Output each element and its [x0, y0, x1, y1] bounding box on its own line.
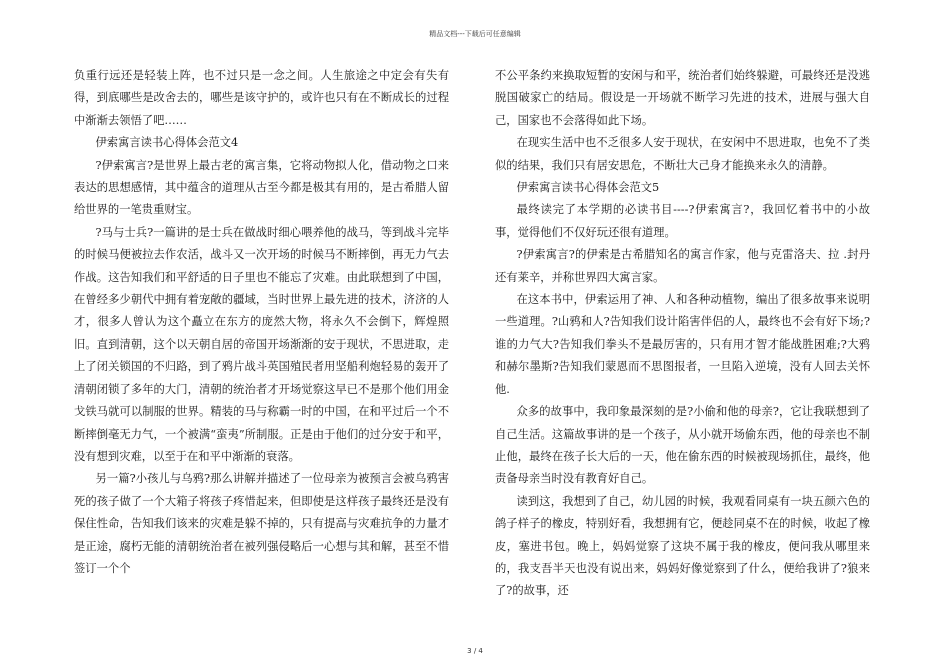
section-heading: 伊索寓言读书心得体会范文4: [95, 136, 239, 150]
paragraph: 最终读完了本学期的必读书目----?伊索寓言?，我回忆着书中的小故事，觉得他们不仅好玩还很有道理。: [495, 203, 870, 239]
paragraph: 读到这，我想到了自己，幼儿园的时候，我观看同桌有一块五颜六色的鸽子样子的橡皮，特别好看，我想拥有它，便趁同桌不在的时候，收起了橡皮，塞进书包。晚上，妈妈觉察了这块不属于我的橡皮，便问我从哪里来的，我支吾半天也没有说出来，妈妈好像觉察到了什么，便给我讲了?狼来了?的故事，还: [495, 494, 870, 598]
paragraph: 负重行远还是轻装上阵，也不过只是一念之间。人生旅途之中定会有失有得，到底哪些是改舍去的，哪些是该守护的，或许也只有在不断成长的过程中渐渐去领悟了吧……: [74, 69, 449, 127]
right-column: [495, 65, 870, 603]
paragraph: 另一篇?小孩儿与乌鸦?那么讲解并描述了一位母亲为被预言会被乌鸦害死的孩子做了一个大箱子将孩子疼惜起来，但即使是这样孩子最终还是没有保住性命，告知我们该来的灾难是躲不掉的，只有提高与灾难抗争的力量才是正途，腐朽无能的清朝统治者在被列强侵略后一心想与其和解，甚至不惜签订一个个: [74, 472, 449, 575]
paragraph: ?伊索寓言?的伊索是古希腊知名的寓言作家，他与克雷洛夫、拉 .封丹还有莱辛，并称世界四大寓言家。: [495, 248, 870, 284]
section-heading: 伊索寓言读书心得体会范文5: [516, 181, 660, 195]
page-number: 3 / 4: [467, 647, 483, 655]
paragraph: 不公平条约来换取短暂的安闲与和平，统治者们始终躲避，可最终还是没逃脱国破家亡的结局。假设是一开场就不断学习先进的技术，进展与强大自己，国家也不会落得如此下场。: [495, 69, 870, 127]
paragraph: ?马与士兵?一篇讲的是士兵在做战时细心喂养他的战马，等到战斗完毕的时候马便被拉去作农活，战斗又一次开场的时候马不断摔倒，再无力气去作战。这告知我们和平舒适的日子里也不能忘了灾难。由此联想到了中国，在曾经多少朝代中拥有着宠敞的疆域，当时世界上最先进的技术，济济的人才，很多人曾认为这个矗立在东方的庞然大物，将永久不会倒下，辉煌照旧。直到清朝，这个以天朝自居的帝国开场渐渐的安于现状，不思进取，走上了闭关锁国的不归路，到了鸦片战斗英国殖民者用坚船利炮轻易的轰开了清朝闭锁了多年的大门，清朝的统治者才开场觉察这早已不是那个他们用金戈铁马就可以制服的世界。精装的马与称霸一时的中国，在和平过后一个不断摔倒毫无力气，一个被满“蛮夷”所制服。正是由于他们的过分安于和平，没有想到灾难，以至于在和平中渐渐的衰落。: [74, 225, 449, 463]
paragraph: 众多的故事中，我印象最深刻的是?小偷和他的母亲?，它让我联想到了自己生活。这篇故事讲的是一个孩子，从小就开场偷东西，他的母亲也不制止他，最终在孩子长大后的一天，他在偷东西的时候被现场抓住，最终，他责备母亲当时没有教育好自己。: [495, 405, 870, 486]
paragraph: 在这本书中，伊索运用了神、人和各种动植物，编出了很多故事来说明一些道理。?山鸦和人?告知我们设计陷害伴侣的人，最终也不会有好下场;?谁的力气大?告知我们拳头不是最厉害的，只有用才智才能战胜困难;?大鸦和赫尔墨斯?告知我们蒙恩而不思图报者，一旦陷入逆境，没有人回去关怀他.: [495, 293, 870, 396]
page-header: 精品文档---下载后可任意编辑: [429, 30, 521, 38]
paragraph: 在现实生活中也不乏很多人安于现状，在安闲中不思进取，也免不了类似的结果，我们只有居安思危，不断壮大己身才能换来永久的清静。: [495, 136, 870, 172]
left-column: [74, 65, 449, 580]
paragraph: ?伊索寓言?是世界上最古老的寓言集，它将动物拟人化，借动物之口来表达的思想感情，其中蕴含的道理从古至今都是极其有用的，是古希腊人留给世界的一笔贵重财宝。: [74, 158, 449, 217]
